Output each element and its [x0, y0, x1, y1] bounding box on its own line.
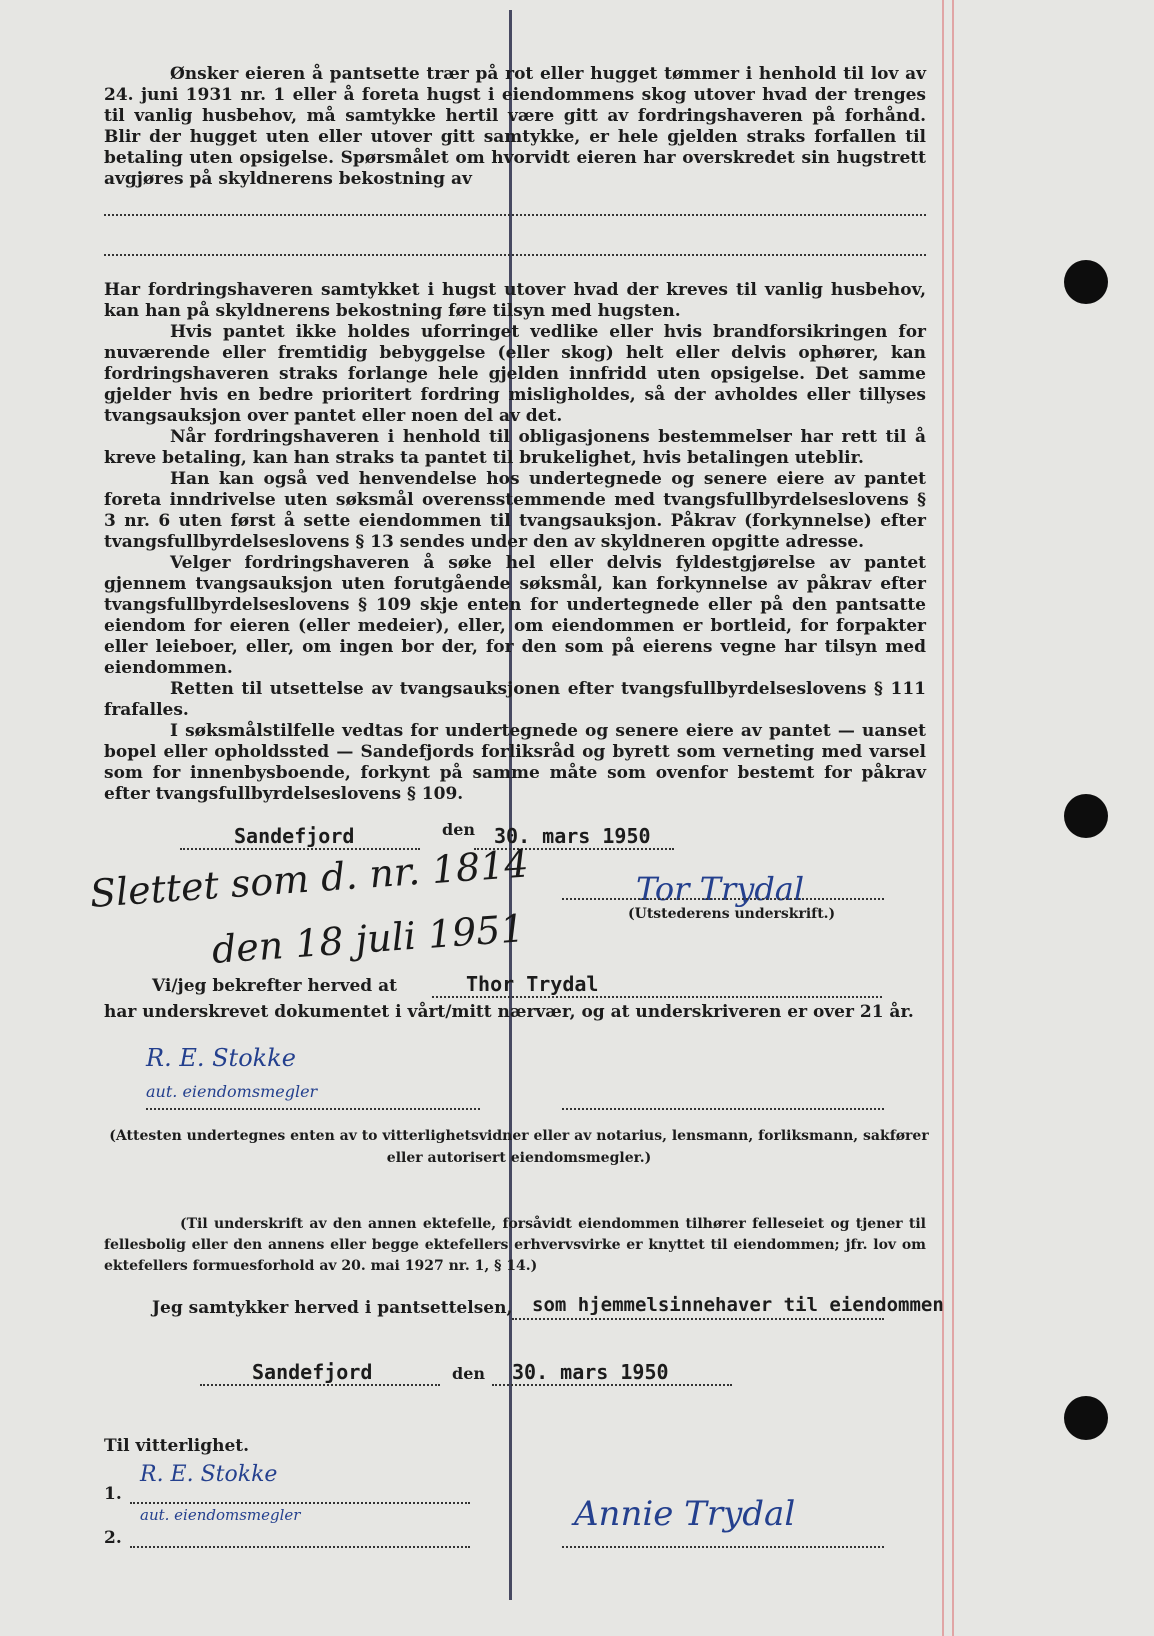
clause-postponement: Retten til utsettelse av tvangsauksjonen efter tvangsfullbyrdelseslovens § 111 frafalles. [104, 679, 926, 720]
blank-line-1 [104, 214, 926, 216]
vitterlighet-witness-sig: R. E. Stokke [140, 1462, 278, 1487]
consent-typed: som hjemmelsinnehaver til eiendommen [532, 1294, 944, 1316]
right-margin-rule-2 [952, 0, 954, 1636]
punch-hole-top [1064, 260, 1108, 304]
spouse-signature: Annie Trydal [574, 1494, 796, 1534]
attest-note-1: (Attesten undertegnes enten av to vitterlighetsvidner eller av notarius, lensmann, forliksmann, sakfører [109, 1128, 929, 1144]
vitterlighet-title: Til vitterlighet. [104, 1436, 250, 1456]
consent-line [512, 1318, 884, 1320]
vitterlighet-witness-title: aut. eiendomsmegler [140, 1506, 301, 1524]
consent-place: Sandefjord [252, 1360, 373, 1384]
spouse-signature-line [562, 1546, 884, 1548]
witness-name-typed: Thor Trydal [466, 972, 599, 996]
clause-text: Ønsker eieren å pantsette trær på rot eller hugget tømmer i henhold til lov av 24. juni 1931 nr. 1 eller å foreta hugst i eiendommens skog utover hvad der trenges til vanlig husbehov, må samtykke hertil være gitt av fordringshaveren på forhånd. Blir der hugget uten eller utover gitt samtykke, er hele gjelden straks forfallen til betaling uten opsigelse. Spørsmålet om hvorvidt eieren har overskredet sin hugstrett avgjøres på skyldnerens bekostning av [104, 64, 926, 189]
witness-number-1: 1. [104, 1484, 122, 1504]
consent-place-line [200, 1384, 440, 1386]
witness-prefix: Vi/jeg bekrefter herved at [152, 976, 397, 996]
spouse-note: (Til underskrift av den annen ektefelle, forsåvidt eiendommen tilhører felleseiet og tjener til fellesbolig eller den annens eller begge ektefellers erhvervsvirke er knyttet til eiendommen; jfr. lov om ektefellers formuesforhold av 20. mai 1927 nr. 1, § 14.) [104, 1216, 926, 1274]
clause-venue: I søksmålstilfelle vedtas for undertegnede og senere eiere av pantet — uanset bopel eller opholdssted — Sandefjords forliksråd og byrett som verneting med varsel som for innenbysboende, forkynt på samme måte som ovenfor bestemt for påkrav efter tvangsfullbyrdelseslovens § 109. [104, 721, 926, 804]
clause-maintenance: Hvis pantet ikke holdes uforringet vedlike eller hvis brandforsikringen for nuværende eller fremtidig bebyggelse (eller skog) helt eller delvis ophører, kan fordringshaveren straks forlange hele gjelden innfridd uten opsigelse. Det samme gjelder hvis en bedre prioritert fordring misligholdes, så der avholdes eller tillyses tvangsauksjon over pantet eller noen del av det. [104, 322, 926, 426]
witness-sign-line-1 [146, 1108, 480, 1110]
witness-rest: har underskrevet dokumentet i vårt/mitt nærvær, og at underskriveren er over 21 år. [104, 1002, 914, 1022]
den-label: den [442, 820, 475, 839]
clause-collection: Han kan også ved henvendelse hos undertegnede og senere eiere av pantet foreta inndrivelse uten søksmål overensstemmende med tvangsfullbyrdelseslovens § 3 nr. 6 uten først å sette eiendommen til tvangsauksjon. Påkrav (forkynnelse) efter tvangsfullbyrdelseslovens § 13 sendes under den av skyldneren opgitte adresse. [104, 469, 926, 552]
issuer-signature-line [562, 898, 884, 900]
consent-prefix: Jeg samtykker herved i pantsettelsen, [152, 1298, 513, 1318]
date-typed: 30. mars 1950 [494, 824, 651, 848]
punch-hole-middle [1064, 794, 1108, 838]
witness-signature: R. E. Stokke [146, 1044, 296, 1072]
place-line [180, 848, 420, 850]
blank-line-2 [104, 254, 926, 256]
clauses-main [104, 280, 926, 805]
place-typed: Sandefjord [234, 824, 355, 848]
clause-auction: Velger fordringshaveren å søke hel eller delvis fyldestgjørelse av pantet gjennem tvangsauksjon uten forutgående søksmål, kan forkynnelse av påkrav efter tvangsfullbyrdelseslovens § 109 skje enten for undertegnede eller på den pantsatte eiendom for eieren (eller medeier), eller, om eiendommen er bortleid, for forpakter eller leieboer, eller, om ingen bor der, for den som på eierens vegne har tilsyn med eiendommen. [104, 553, 926, 678]
witness-title: aut. eiendomsmegler [146, 1082, 318, 1101]
consent-date-line [492, 1384, 732, 1386]
issuer-signature-label: (Utstederens underskrift.) [628, 906, 836, 922]
clause-usage: Når fordringshaveren i henhold til obligasjonens bestemmelser har rett til å kreve betaling, kan han straks ta pantet til brukelighet, hvis betalingen uteblir. [104, 427, 926, 468]
vitterlighet-line-2 [130, 1546, 470, 1548]
clause-supervision: Har fordringshaveren samtykket i hugst utover hvad der kreves til vanlig husbehov, kan han på skyldnerens bekostning føre tilsyn med hugsten. [104, 280, 926, 321]
witness-sign-line-2 [562, 1108, 884, 1110]
vitterlighet-line-1 [130, 1502, 470, 1504]
attest-note-2: eller autorisert eiendomsmegler.) [386, 1150, 652, 1166]
consent-den: den [452, 1364, 485, 1383]
witness-number-2: 2. [104, 1528, 122, 1548]
punch-hole-bottom [1064, 1396, 1108, 1440]
right-margin-rule [942, 0, 944, 1636]
deletion-annotation-line1: Slettet som d. nr. 1814 [88, 841, 530, 916]
issuer-signature: Tor Trydal [636, 870, 805, 908]
clause-tree-cutting [104, 64, 926, 190]
witness-name-line [432, 996, 882, 998]
deletion-annotation-line2: den 18 juli 1951 [210, 906, 526, 972]
consent-date: 30. mars 1950 [512, 1360, 669, 1384]
